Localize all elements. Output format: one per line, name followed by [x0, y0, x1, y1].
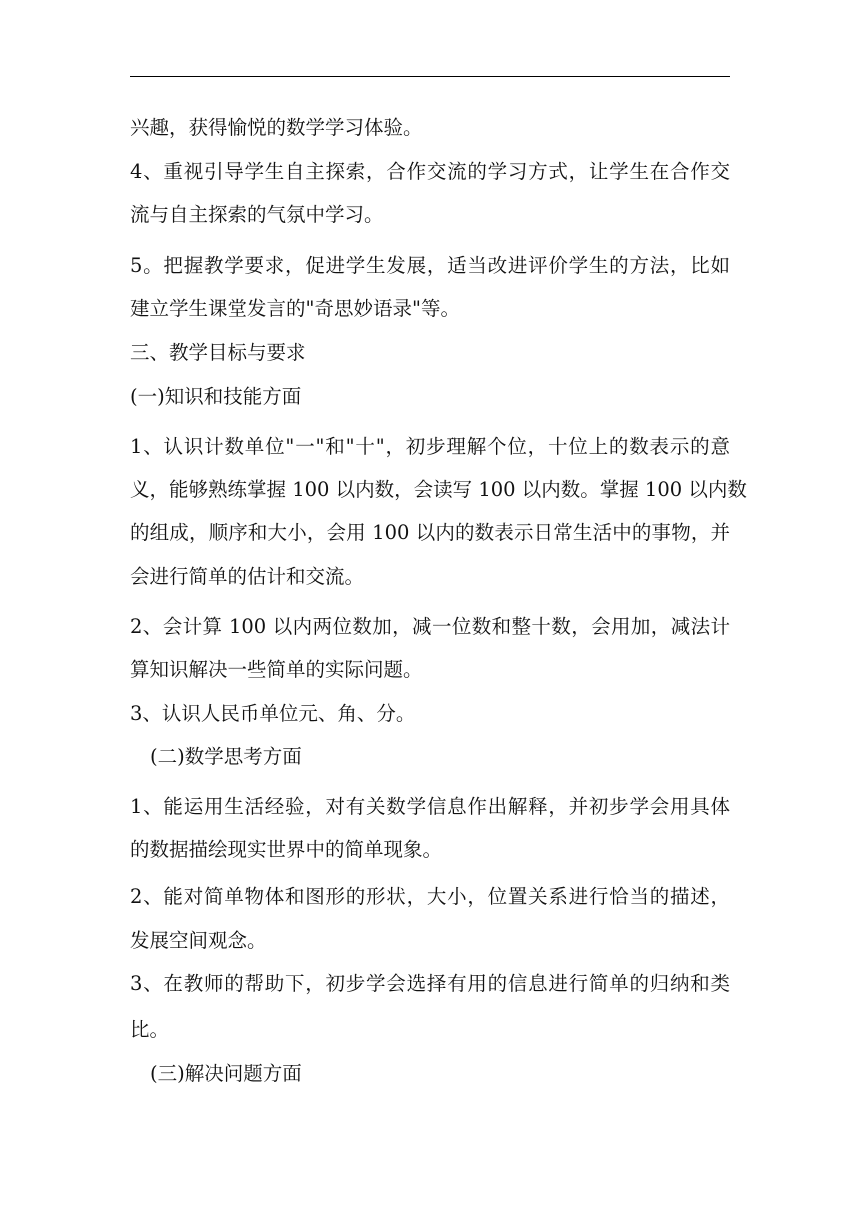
text-line: 流与自主探索的气氛中学习。: [130, 203, 384, 226]
subsection-heading: (一)知识和技能方面: [130, 385, 302, 408]
text-line: 算知识解决一些简单的实际问题。: [130, 658, 423, 681]
text-line: 的组成，顺序和大小，会用 100 以内的数表示日常生活中的事物，并: [130, 521, 730, 544]
text-line: 3、在教师的帮助下，初步学会选择有用的信息进行简单的归纳和类: [130, 972, 730, 995]
header-rule: [130, 76, 730, 77]
text-line: 兴趣，获得愉悦的数学学习体验。: [130, 116, 423, 139]
text-line: 1、认识计数单位"一"和"十"，初步理解个位，十位上的数表示的意: [130, 435, 730, 458]
text-line: 义，能够熟练掌握 100 以内数，会读写 100 以内数。掌握 100 以内数: [130, 478, 747, 501]
text-line: 的数据描绘现实世界中的简单现象。: [130, 838, 443, 861]
subsection-heading: (三)解决问题方面: [150, 1062, 302, 1085]
text-line: 建立学生课堂发言的"奇思妙语录"等。: [130, 297, 460, 320]
text-line: 2、能对简单物体和图形的形状，大小，位置关系进行恰当的描述，: [130, 885, 730, 908]
text-line: 5。把握教学要求，促进学生发展，适当改进评价学生的方法，比如: [130, 254, 730, 277]
text-line: 1、能运用生活经验，对有关数学信息作出解释，并初步学会用具体: [130, 795, 730, 818]
text-line: 发展空间观念。: [130, 929, 267, 952]
text-line: 比。: [130, 1018, 170, 1041]
text-line: 会进行简单的估计和交流。: [130, 565, 365, 588]
text-line: 4、重视引导学生自主探索，合作交流的学习方式，让学生在合作交: [130, 160, 730, 183]
subsection-heading: (二)数学思考方面: [150, 745, 302, 768]
text-line: 2、会计算 100 以内两位数加，减一位数和整十数，会用加，减法计: [130, 615, 730, 638]
text-line: 3、认识人民币单位元、角、分。: [130, 702, 416, 725]
section-heading: 三、教学目标与要求: [130, 341, 306, 364]
